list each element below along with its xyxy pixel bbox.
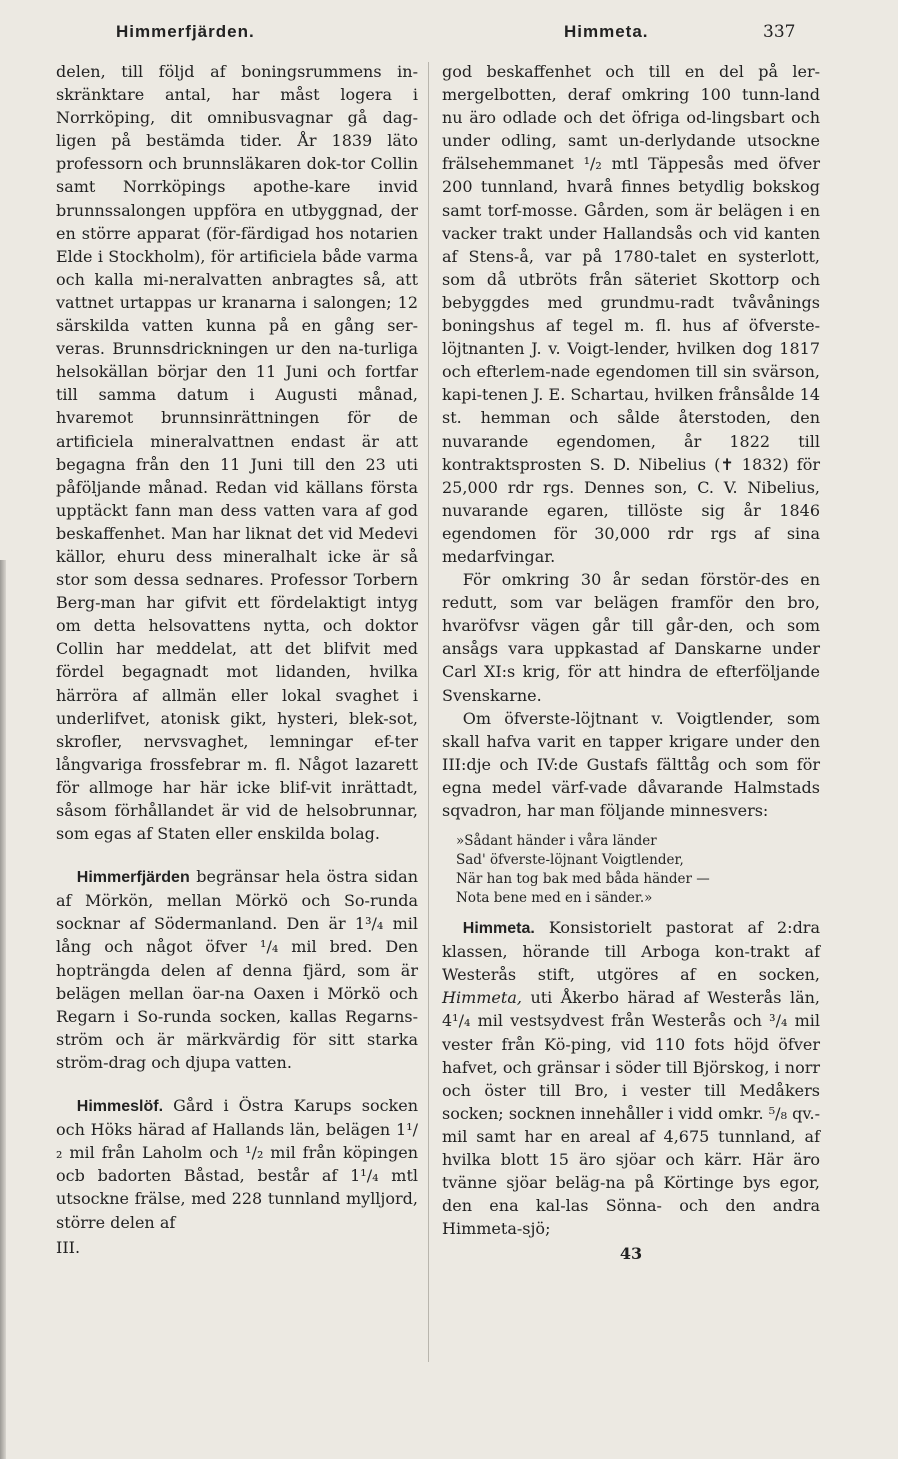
column-divider <box>428 62 429 1362</box>
signature-mark: 43 <box>619 1244 643 1264</box>
headword: Himmeta. <box>462 920 535 938</box>
poem-line: »Sådant händer i våra länder <box>456 833 657 850</box>
poem-line: Nota bene med en i sänder.» <box>456 890 653 907</box>
entry-text: Konsistorielt pastorat af 2:dra klassen, hörande till Arboga kon-trakt af Westerås stift, utgöres af en socken, <box>442 918 820 985</box>
page-edge-shadow <box>0 560 6 1459</box>
poem-line: Sad' öfverste-löjnant Voigtlender, <box>456 852 684 869</box>
entry-italic-text: Himmeta, <box>442 988 522 1008</box>
signature-mark: III. <box>56 1237 81 1257</box>
poem-line: När han tog bak med båda händer — <box>456 871 710 888</box>
headword: Himmeslöf. <box>76 1098 164 1116</box>
header-right-title: Himmeta. <box>564 22 649 41</box>
poem-quote <box>456 832 820 908</box>
paragraph: För omkring 30 år sedan förstör-des en redutt, som var belägen framför den bro, hvaröfvsr vägen går till går-den, och som ansågs vara uppkastad af Danskarne under Carl XI:s krig, för att hindra de efterföljande Svenskarne. <box>442 570 820 705</box>
entry-himmerfjarden <box>56 865 418 1074</box>
entry-himmeslof <box>56 1094 418 1234</box>
entry-text: Gård i Östra Karups socken och Höks härad af Hallands län, belägen 1¹/₂ mil från Laholm och ¹/₂ mil från köpingen ocb badorten Båstad, består af 1¹/₄ mtl utsockne frälse, med 228 tunnland mylljord, större delen af <box>56 1096 418 1232</box>
left-column <box>56 60 418 1259</box>
entry-text: begränsar hela östra sidan af Mörkön, mellan Mörkö och So-runda socknar af Södermanland. Den är 1³/₄ mil lång och något öfver ¹/₄ mil bred. Den hopträngda delen af denna fjärd, som är belägen mellan öar-na Oaxen i Mörkö och Regarn i So-runda socken, kallas Regarns-ström och är märkvärdig för sitt starka ström-drag och djupa vatten. <box>56 867 418 1072</box>
headword: Himmerfjärden <box>76 869 190 887</box>
page-number: 337 <box>763 22 796 42</box>
paragraph: Om öfverste-löjtnant v. Voigtlender, som skall hafva varit en tapper krigare under den III:dje och IV:de Gustafs fälttåg och som för egna medel värf-vade dåvarande Halmstads sqvadron, har man följande minnesvers: <box>442 708 820 820</box>
entry-himmeta <box>442 916 820 1240</box>
entry-text: uti Åkerbo härad af Westerås län, 4¹/₄ mil vestsydvest från Westerås och ³/₄ mil vester från Kö-ping, vid 110 fots höjd öfver hafvet, och gränsar i söder till Björskog, i norr och öster till Bro, i vester till Medåkers socken; socknen innehåller i vidd omkr. ⁵/₈ qv.-mil samt har en areal af 4,675 tunnland, af hvilka blott 15 äro sjöar och kärr. Här äro tvänne sjöar beläg-na på Körtinge bys egor, den ena kal-las Sönna- och den andra Himmeta-sjö; <box>442 988 820 1239</box>
running-header <box>56 22 796 46</box>
right-column <box>442 60 820 1266</box>
paragraph: delen, till följd af boningsrummens in-skränktare antal, har måst logera i Norrköping, dit omnibusvagnar gå dag-ligen på bestämda tider. År 1839 läto professorn och brunnsläkaren dok-tor Collin samt Norrköpings apothe-kare invid brunnssalongen uppföra en utbyggnad, der en större apparat (för-färdigad hos notarien Elde i Stockholm), för artificiela både varma och kalla mi-neralvatten anbragtes så, att vattnet urtappas ur kranarna i salongen; 12 särskilda vatten kunna på en gång ser-veras. Brunnsdrickningen ur den na-turliga helsokällan börjar den 11 Juni och fortfar till samma datum i Augusti månad, hvaremot brunnsinrättningen för de artificiela mineralvattnen endast är att begagna från den 11 Juni till den 23 uti påföljande månad. Redan vid källans första upptäckt fann man dess vatten vara af god beskaffenhet. Man har liknat det vid Medevi källor, ehuru dess mineralhalt icke är så stor som dessa sednares. Professor Torbern Berg-man har gifvit ett fördelaktigt intyg om detta helsovattens nytta, och doktor Collin har meddelat, att det blifvit med fördel begagnadt mot lidanden, hvilka härröra af allmän eller lokal svaghet i underlifvet, atonisk gikt, hysteri, blek-sot, skrofler, nervsvaghet, lemningar ef-ter långvariga frossfebrar m. fl. Något lazarett för allmoge har här icke blif-vit inrättadt, såsom förhållandet är vid de helsobrunnar, som egas af Staten eller enskilda bolag. <box>56 62 418 844</box>
paragraph: god beskaffenhet och till en del på ler-mergelbotten, deraf omkring 100 tunn-land nu äro odlade och det öfriga od-lingsbart och under odling, samt un-derlydande utsockne frälsehemmanet ¹/₂ mtl Täppesås med öfver 200 tunnland, hvarå finnes betydlig bokskog samt torf-mosse. Gården, som är belägen i en vacker trakt under Hallandsås och vid kanten af Stens-å, var på 1780-talet en systerlott, som då utbröts från säteriet Skottorp och bebyggdes med grundmu-radt tvåvånings boningshus af tegel m. fl. hus af öfverste-löjtnanten J. v. Voigt-lender, hvilken dog 1817 och efterlem-nade egendomen till sin svärson, kapi-tenen J. E. Schartau, hvilken frånsålde 14 st. hemman och sålde återstoden, den nuvarande egendomen, år 1822 till kontraktsprosten S. D. Nibelius (✝ 1832) för 25,000 rdr rgs. Dennes son, C. V. Nibelius, nuvarande egaren, tillöste sig år 1846 egendomen för 30,000 rdr rgs af sina medarfvingar. <box>442 62 820 566</box>
header-left-title: Himmerfjärden. <box>116 22 255 41</box>
